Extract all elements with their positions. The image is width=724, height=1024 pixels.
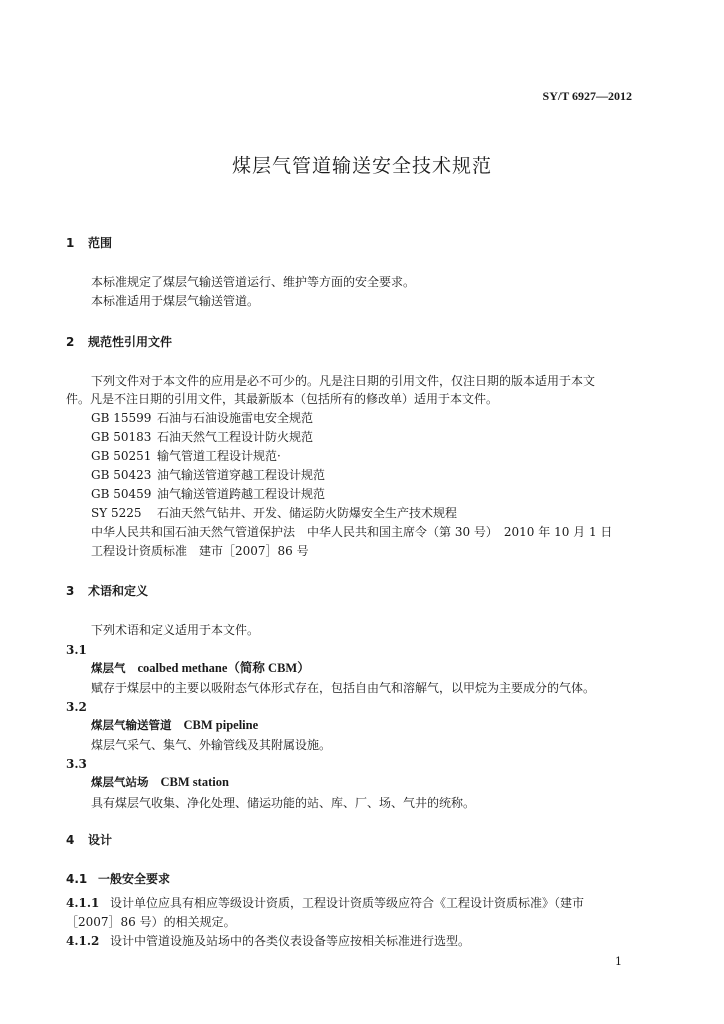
term-en: CBM pipeline <box>183 718 259 732</box>
clause-text: 设计中管道设施及站场中的各类仪表设备等应按相关标准进行选型。 <box>110 934 471 948</box>
term-number: 3.2 <box>66 700 87 714</box>
subsection-heading <box>66 873 170 885</box>
term-en: CBM station <box>160 775 229 789</box>
reference-qualification: 工程设计资质标准 建市［2007］86 号 <box>91 544 309 558</box>
paragraph: 本标准适用于煤层气输送管道。 <box>91 294 260 308</box>
term-heading <box>91 776 229 789</box>
reference-code: GB 50251 <box>91 449 152 463</box>
section-title: 范围 <box>88 236 113 250</box>
paragraph: 下列术语和定义适用于本文件。 <box>91 623 260 637</box>
section-title: 术语和定义 <box>88 584 149 598</box>
clause <box>66 897 584 909</box>
clause <box>66 935 470 947</box>
reference-code: GB 50183 <box>91 430 152 444</box>
term-number: 3.1 <box>66 643 87 657</box>
paragraph: 本标准规定了煤层气输送管道运行、维护等方面的安全要求。 <box>91 275 416 289</box>
reference-item <box>91 488 325 500</box>
section-number: 2 <box>66 335 75 349</box>
reference-title: 输气管道工程设计规范· <box>157 449 281 463</box>
reference-title: 石油天然气工程设计防火规范 <box>157 430 314 444</box>
section-number: 1 <box>66 236 75 250</box>
term-zh: 煤层气站场 <box>91 775 149 789</box>
reference-code: GB 50423 <box>91 468 152 482</box>
reference-item <box>91 450 281 462</box>
reference-title: 油气输送管道穿越工程设计规范 <box>157 468 326 482</box>
section-2-heading <box>66 336 172 348</box>
section-title: 规范性引用文件 <box>88 335 173 349</box>
term-heading <box>91 719 258 732</box>
subsection-title: 一般安全要求 <box>98 872 171 886</box>
subsection-number: 4.1 <box>66 872 88 886</box>
section-title: 设计 <box>88 833 113 847</box>
clause-text: 设计单位应具有相应等级设计资质，工程设计资质等级应符合《工程设计资质标准》（建市 <box>110 896 585 910</box>
term-number: 3.3 <box>66 757 87 771</box>
clause-number: 4.1.2 <box>66 934 100 948</box>
standard-code: SY/T 6927—2012 <box>542 89 632 103</box>
reference-code: GB 15599 <box>91 411 152 425</box>
reference-law: 中华人民共和国石油天然气管道保护法 中华人民共和国主席令（第 30 号） 2010 年 10 月 1 日 <box>91 525 613 539</box>
reference-title: 石油天然气钻井、开发、储运防火防爆安全生产技术规程 <box>157 506 458 520</box>
section-number: 4 <box>66 833 75 847</box>
reference-item <box>91 412 313 424</box>
reference-title: 石油与石油设施雷电安全规范 <box>157 411 314 425</box>
section-number: 3 <box>66 584 75 598</box>
section-4-heading <box>66 834 112 846</box>
term-en: coalbed methane（简称 CBM） <box>137 661 310 675</box>
page-number: 1 <box>615 955 622 968</box>
section-1-heading <box>66 237 112 249</box>
reference-code: GB 50459 <box>91 487 152 501</box>
term-definition: 赋存于煤层中的主要以吸附态气体形式存在，包括自由气和溶解气，以甲烷为主要成分的气体。 <box>91 681 596 695</box>
term-heading <box>91 662 310 675</box>
reference-item <box>91 469 325 481</box>
section-3-heading <box>66 585 148 597</box>
reference-code: SY 5225 <box>91 506 142 520</box>
term-definition: 煤层气采气、集气、外输管线及其附属设施。 <box>91 738 332 752</box>
term-zh: 煤层气 <box>91 661 126 675</box>
paragraph: 下列文件对于本文件的应用是必不可少的。凡是注日期的引用文件，仅注日期的版本适用于本文 <box>91 374 596 388</box>
paragraph: 件。凡是不注日期的引用文件，其最新版本（包括所有的修改单）适用于本文件。 <box>66 392 499 406</box>
term-definition: 具有煤层气收集、净化处理、储运功能的站、库、厂、场、气井的统称。 <box>91 796 476 810</box>
clause-number: 4.1.1 <box>66 896 100 910</box>
reference-item <box>91 431 313 443</box>
clause-continuation: ［2007］86 号）的相关规定。 <box>66 915 236 929</box>
reference-item <box>91 507 457 519</box>
term-zh: 煤层气输送管道 <box>91 718 172 732</box>
document-title: 煤层气管道输送安全技术规范 <box>231 155 492 177</box>
reference-title: 油气输送管道跨越工程设计规范 <box>157 487 326 501</box>
